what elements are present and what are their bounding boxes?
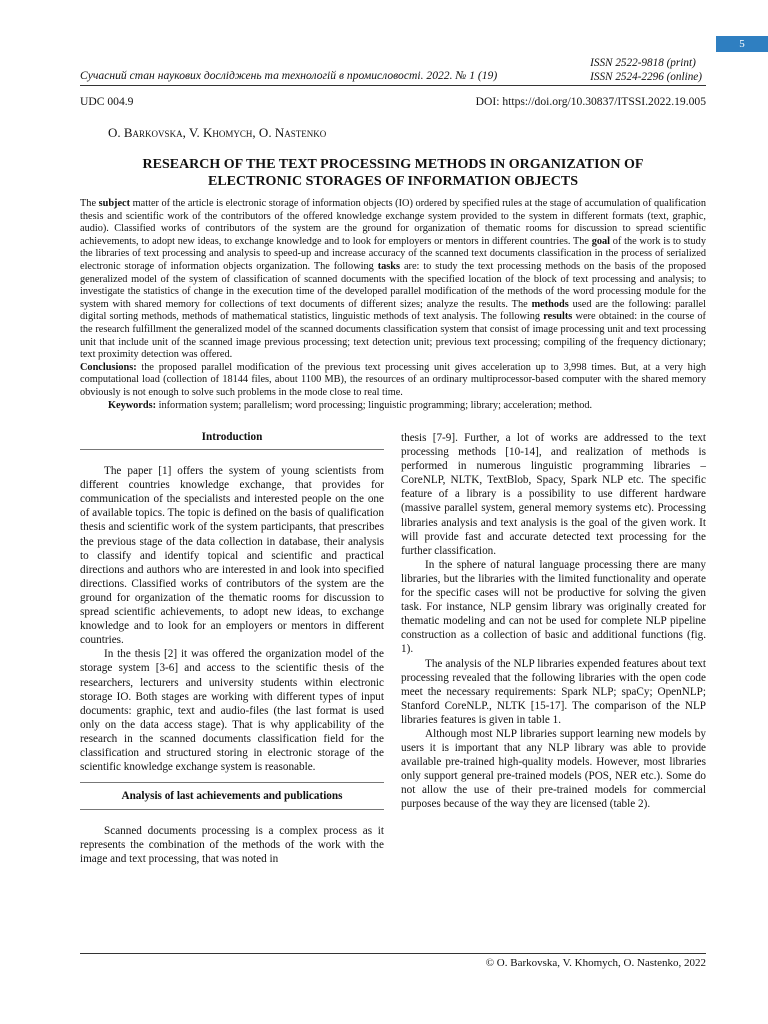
footer-rule xyxy=(80,953,706,954)
authors: O. Barkovska, V. Khomych, O. Nastenko xyxy=(108,125,327,140)
issn-block xyxy=(590,56,702,84)
abstract-text: are: to study the text processing methods on the basis of the proposed generalized model of the system of classification of scanned documents with the specified location of the block of text processing and analysis; to investigate the statistics of change in the execution time of the developed parallel modification of the methods of the word processing module for the system with shared memory for collections of text documents of different sizes; analyze the results. The xyxy=(80,260,707,310)
keywords-label: Keywords: xyxy=(108,399,157,411)
keywords xyxy=(80,400,706,413)
section-heading-introduction: Introduction xyxy=(201,431,263,443)
conclusions-text: the proposed parallel modification of the previous text processing unit gives acceleration up to 3,998 times. But, at a very high computational load (collection of 18144 files, about 1100 MB), the resources of an ordinary multiprocessor-based computer with the shared memory obviously is not enough to solve such problems in the mode close to real time. xyxy=(80,361,706,398)
title-line-2: ELECTRONIC STORAGES OF INFORMATION OBJECTS xyxy=(207,174,579,189)
abstract-keyword-methods: methods xyxy=(531,298,569,310)
right-paragraph-3: The analysis of the NLP libraries expended features about text processing revealed that the following libraries with the open code meet the necessary requirements: Spark NLP; spaCy; OpenNLP; Stanford CoreNLP., NLTK [15-17]. The comparison of the NLP libraries features is given in table 1. xyxy=(401,657,706,726)
abstract-keyword-subject: subject xyxy=(98,198,131,209)
section-separator xyxy=(80,809,384,810)
right-paragraph-1: thesis [7-9]. Further, a lot of works are addressed to the text processing methods [10-14], and realization of methods is performed in numerous linguistic programming libraries – CoreNLP, NLTK, TextBlob, Spacy, Spark NLP etc. The specific feature of a library is a possibility to use different hardware (massive parallel system, general memory systems etc). Processing libraries analysis and text analysis is the goal of the given work. It will provide fast and accurate detected text processing for the further classification. xyxy=(401,432,706,557)
conclusions-label: Conclusions: xyxy=(80,361,137,373)
right-paragraph-2: In the sphere of natural language processing there are many libraries, but the libraries with the limited functionality and operate for the specific cases will not be productive for solving the given task. For instance, NLP gensim library was originally created for thematic modeling and can not be used for complete NLP pipeline construction as a collection of basic and additional functions (fig. 1). xyxy=(401,558,706,656)
abstract xyxy=(80,198,706,412)
right-paragraph-4: Although most NLP libraries support learning new models by users it is important that any NLP library was able to provide available pre-trained high-quality models. However, most libraries only support general pre-trained models (POS, NER etc.). Some do not allow the use of their pre-trained models for commercial purposes because of the way they are licensed (table 2). xyxy=(401,727,706,811)
abstract-keyword-tasks: tasks xyxy=(377,260,401,272)
issn-print: ISSN 2522-9818 (print) xyxy=(590,57,696,69)
abstract-text: of the work is to study the libraries of text processing and analysis to speed-up and increase accuracy of the scanned text documents classification in the process of serialized electronic storage of information objects organization. The following xyxy=(80,235,706,272)
udc-code: UDC 004.9 xyxy=(80,95,134,108)
abstract-text: matter of the article is electronic storage of information objects (IO) ordered by specified rules at the stage of accumulation of qualification thesis and scientific work of the contributors of the offered knowledge exchange system provided to the system in different formats (text, graphic, audio). Classified works of contributors of the system are the ground for organization of thematic rooms for discussion to spread scientific achievements, to adopt new ideas, to exchange knowledge and to look for employers or mentors in different countries. The xyxy=(80,198,706,247)
page-number: 5 xyxy=(716,36,768,52)
title-line-1: RESEARCH OF THE TEXT PROCESSING METHODS IN ORGANIZATION OF xyxy=(142,157,644,172)
abstract-keyword-goal: goal xyxy=(591,235,611,247)
abstract-text: were obtained: in the course of the research fulfillment the generalized model of the scanned documents classification system that consist of image processing unit and text processing unit that include unit of the scanned image previous processing; text detection unit; previous text processing; compiling of the frequency dictionary; text proximity detection was offered. xyxy=(80,311,706,361)
intro-paragraph-1: The paper [1] offers the system of young scientists from different countries knowledge exchange, that provides for communication of the specialists and interested people on the one of available topics. The topic is defined on the basis of qualification thesis and scientific work of the system participants, that prescribes the previous stage of the data collection in database, their analysis to classify and identify topical and scientific and practical directions and authors who are interested in and look into specified directions. Classified works of contributors of the system are the ground for organization of the thematic rooms for discussion to spread scientific achievements, to adopt new ideas, to exchange knowledge and to look for an employers or mentors in different countries. xyxy=(80,465,384,647)
keywords-text: information system; parallelism; word processing; linguistic programming; library; acceleration; method. xyxy=(156,399,593,411)
section-heading-analysis: Analysis of last achievements and publications xyxy=(121,790,343,803)
article-title xyxy=(80,156,706,190)
copyright: © O. Barkovska, V. Khomych, O. Nastenko, 2022 xyxy=(485,957,706,969)
abstract-keyword-results: results xyxy=(543,311,573,323)
left-column xyxy=(80,430,384,867)
section-separator xyxy=(80,782,384,783)
section-separator xyxy=(80,449,384,450)
abstract-text: used are the following: parallel digital sorting methods, methods of mathematical statistics, linguistic methods of text analysis. The following xyxy=(80,298,706,323)
doi-link[interactable]: DOI: https://doi.org/10.30837/ITSSI.2022.19.005 xyxy=(475,95,706,108)
issn-online: ISSN 2524-2296 (online) xyxy=(590,71,702,83)
abstract-text: The xyxy=(80,198,99,209)
header-rule xyxy=(80,85,706,86)
right-column xyxy=(401,431,706,812)
abstract-conclusions xyxy=(80,362,706,400)
abstract-paragraph xyxy=(80,198,706,362)
intro-paragraph-2: In the thesis [2] it was offered the organization model of the storage system [3-6] and access to the scientific thesis of the researchers, lecturers and university students within electronic storage IO. Both stages are working with different types of input documents: graphic, text and audio-files (the last format is used only on the data access stage). That is why applicability of the research in the scanned documents classification field for the classification and structured storing in electronic storage of the scientific knowledge exchange system is reasonable. xyxy=(80,648,384,774)
analysis-paragraph-1: Scanned documents processing is a complex process as it represents the combination of the methods of the work with the image and text processing, that was noted in xyxy=(80,825,384,866)
journal-title: Сучасний стан наукових досліджень та технологій в промисловості. 2022. № 1 (19) xyxy=(80,69,498,82)
